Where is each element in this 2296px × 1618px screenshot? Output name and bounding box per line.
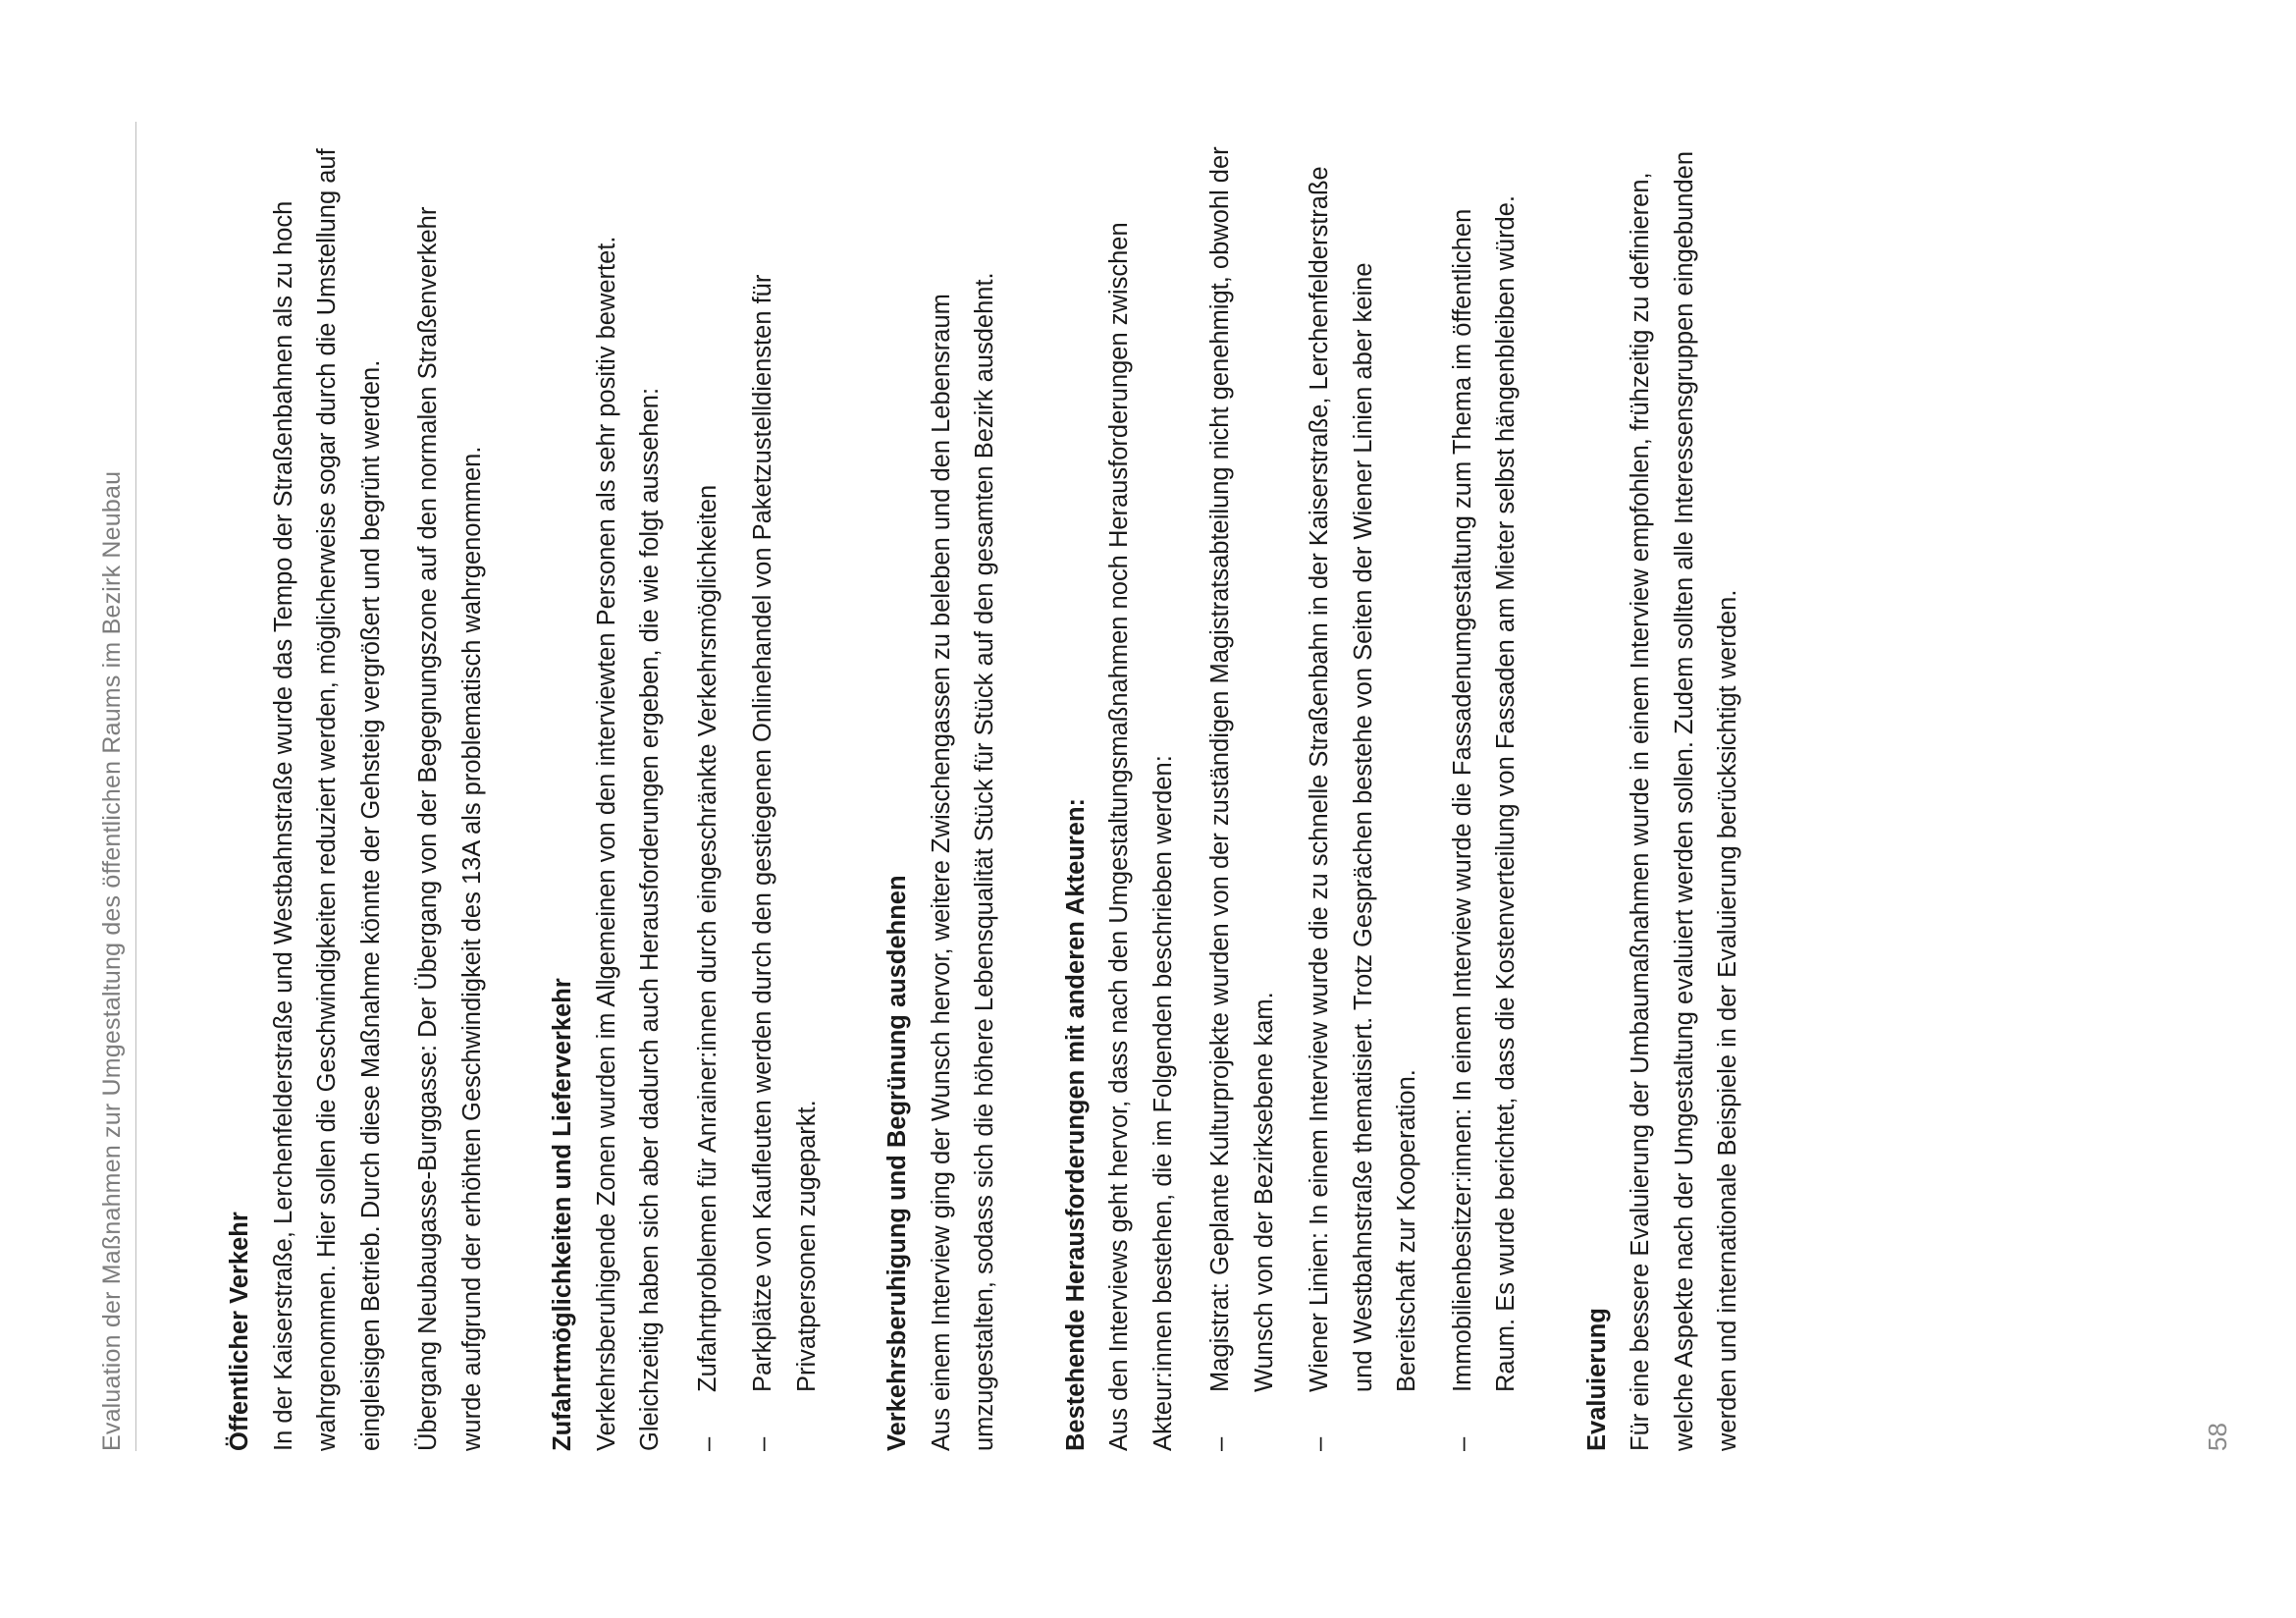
list-item-text: Magistrat: Geplante Kulturprojekte wurden von der zuständigen Magistratsabteilung nicht genehmigt, obwohl der Wunsch von der Bezirksebene kam. bbox=[1206, 146, 1278, 1392]
page-content bbox=[218, 145, 1764, 1451]
list-item bbox=[1441, 145, 1528, 1451]
list-item-text: Wiener Linien: In einem Interview wurde die zu schnelle Straßenbahn in der Kaiserstraße, Lerchenfelderstraße und Westbahnstraße thematisiert. Trotz Gesprächen bestehe von Seiten der Wiener Linien aber keine Bereitschaft zur Kooperation. bbox=[1306, 166, 1420, 1392]
paragraph: Verkehrsberuhigende Zonen wurden im Allgemeinen von den interviewten Personen als sehr positiv bewertet. Gleichzeitig haben sich aber dadurch auch Herausforderungen ergeben, die wie folgt aussehen: bbox=[592, 236, 664, 1451]
dash-bullet: – bbox=[749, 1436, 776, 1451]
list-item bbox=[686, 145, 730, 1451]
header-divider bbox=[135, 122, 136, 1451]
dash-bullet: – bbox=[1448, 1436, 1476, 1451]
section-heading-oeffentlicher-verkehr: Öffentlicher Verkehr bbox=[226, 1212, 253, 1451]
paragraph: Aus einem Interview ging der Wunsch hervor, weitere Zwischengassen zu beleben und den Lebensraum umzugestalten, sodass sich die höhere Lebensqualität Stück für Stück auf den gesamten Bezirk ausdehnt. bbox=[927, 272, 998, 1451]
paragraph: In der Kaiserstraße, Lerchenfelderstraße und Westbahnstraße wurde das Tempo der Straßenbahnen als zu hoch wahrgenommen. Hier sollen die Geschwindigkeiten reduziert werden, möglicherweise sogar durch die Umstellung auf eingleisigen Betrieb. Durch diese Maßnahme könnte der Gehsteig vergrößert und begrünt werden. bbox=[269, 148, 385, 1451]
section-heading-herausforderungen: Bestehende Herausforderungen mit anderen Akteuren: bbox=[1061, 797, 1090, 1451]
list-item bbox=[1199, 145, 1286, 1451]
list-item-text: Immobilienbesitzer:innen: In einem Interview wurde die Fassadenumgestaltung zum Thema im öffentlichen Raum. Es wurde berichtet, dass die Kostenverteilung von Fassaden am Mieter selbst hängenbleiben würde. bbox=[1448, 194, 1520, 1392]
bullet-list bbox=[1199, 145, 1528, 1451]
list-item-text: Parkplätze von Kaufleuten werden durch den gestiegenen Onlinehandel von Paketzustelldiensten für Privatpersonen zugeparkt. bbox=[749, 274, 821, 1392]
bullet-list bbox=[686, 145, 829, 1451]
section-heading-zufahrt: Zufahrtmöglichkeiten und Lieferverkehr bbox=[549, 978, 576, 1451]
section-gap bbox=[507, 145, 541, 1451]
dash-bullet: – bbox=[1206, 1436, 1234, 1451]
section-gap bbox=[1542, 145, 1575, 1451]
dash-bullet: – bbox=[693, 1436, 721, 1451]
paragraph: Übergang Neubaugasse-Burggasse: Der Übergang von der Begegnungszone auf den normalen Straßenverkehr wurde aufgrund der erhöhten Geschwindigkeit des 13A als problematisch wahrgenommen. bbox=[414, 206, 486, 1451]
list-item bbox=[1298, 145, 1429, 1451]
section-gap bbox=[842, 145, 876, 1451]
paragraph: Aus den Interviews geht hervor, dass nach den Umgestaltungsmaßnahmen noch Herausforderungen zwischen Akteur:innen bestehen, die im Folgenden beschrieben werden: bbox=[1105, 222, 1177, 1451]
page-number: 58 bbox=[2203, 1423, 2232, 1451]
running-header: Evaluation der Maßnahmen zur Umgestaltung des öffentlichen Raums im Bezirk Neubau bbox=[98, 470, 126, 1451]
section-heading-evaluierung: Evaluierung bbox=[1582, 1308, 1611, 1451]
section-heading-verkehrsberuhigung: Verkehrsberuhigung und Begrünung ausdehnen bbox=[883, 875, 911, 1451]
section-gap bbox=[1021, 145, 1054, 1451]
list-item-text: Zufahrtproblemen für Anrainer:innen durch eingeschränkte Verkehrsmöglichkeiten bbox=[693, 484, 721, 1392]
list-item bbox=[741, 145, 828, 1451]
paragraph: Für eine bessere Evaluierung der Umbaumaßnahmen wurde in einem Interview empfohlen, frühzeitig zu definieren, welche Aspekte nach der Umgestaltung evaluiert werden sollen. Zudem sollten alle Interessensgruppen eingebunden werden und internationale Beispiele in der Evaluierung berücksichtigt werden. bbox=[1627, 151, 1741, 1451]
dash-bullet: – bbox=[1306, 1436, 1333, 1451]
